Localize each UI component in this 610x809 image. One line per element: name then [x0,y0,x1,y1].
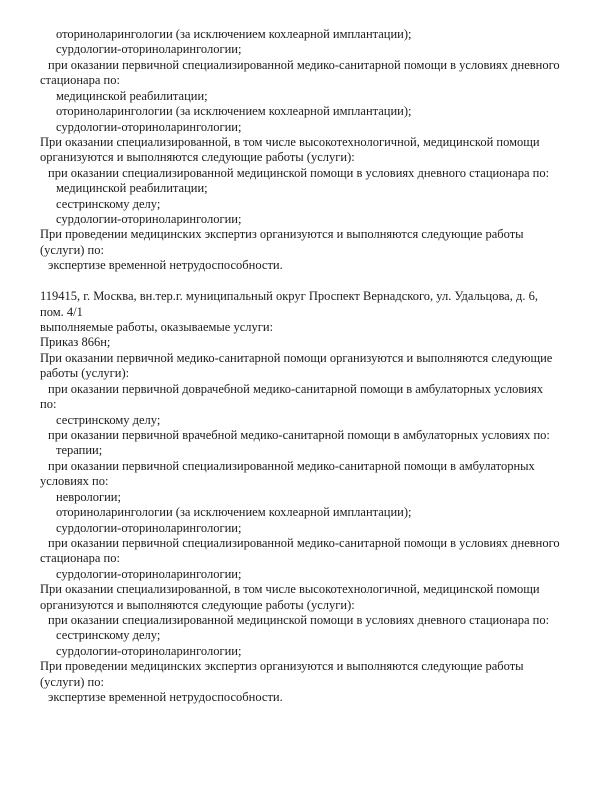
text-line: при оказании специализированной медицинской помощи в условиях дневного стационара по: [48,165,550,180]
text-line: При оказании специализированной, в том числе высокотехнологичной, медицинской помощи [40,582,540,597]
text-line: выполняемые работы, оказываемые услуги: [40,320,274,335]
text-line: неврологии; [56,489,121,504]
text-line: 119415, г. Москва, вн.тер.г. муниципальный округ Проспект Вернадского, ул. Удальцова, д. 6, [40,289,538,304]
text-line: работы (услуги): [40,366,130,381]
text-line: При оказании специализированной, в том числе высокотехнологичной, медицинской помощи [40,134,540,149]
text-line: при оказании первичной специализированной медико-санитарной помощи в условиях дневного [48,57,560,72]
text-line: сурдологии-оториноларингологии; [56,566,242,581]
text-line: (услуги) по: [40,674,104,689]
text-line: сурдологии-оториноларингологии; [56,119,242,134]
text-line: условиях по: [40,474,109,489]
text-line: стационара по: [40,73,120,88]
text-line: при оказании специализированной медицинской помощи в условиях дневного стационара по: [48,613,550,628]
text-line: При проведении медицинских экспертиз организуются и выполняются следующие работы [40,227,524,242]
text-line: по: [40,397,57,412]
text-line: экспертизе временной нетрудоспособности. [48,690,283,705]
text-line: организуются и выполняются следующие работы (услуги): [40,150,355,165]
text-line: оториноларингологии (за исключением кохлеарной имплантации); [56,27,412,41]
text-line: терапии; [56,443,103,458]
license-works-block-1 [40,27,582,274]
text-line: оториноларингологии (за исключением кохлеарной имплантации); [56,104,412,119]
text-line: пом. 4/1 [40,304,83,319]
text-line: сестринскому делу; [56,628,161,643]
license-works-block-2 [40,289,582,705]
text-line: (услуги) по: [40,242,104,257]
text-line: сурдологии-оториноларингологии; [56,520,242,535]
text-line: при оказании первичной доврачебной медико-санитарной помощи в амбулаторных условиях [48,381,543,396]
text-line: сурдологии-оториноларингологии; [56,643,242,658]
text-line: сурдологии-оториноларингологии; [56,212,242,227]
text-line: оториноларингологии (за исключением кохлеарной имплантации); [56,505,412,520]
text-line: организуются и выполняются следующие работы (услуги): [40,597,355,612]
text-line: при оказании первичной специализированной медико-санитарной помощи в условиях дневного [48,535,560,550]
text-line: При проведении медицинских экспертиз организуются и выполняются следующие работы [40,659,524,674]
text-line: при оказании первичной врачебной медико-санитарной помощи в амбулаторных условиях по: [48,427,550,442]
text-line: при оказании первичной специализированной медико-санитарной помощи в амбулаторных [48,458,535,473]
text-line: экспертизе временной нетрудоспособности. [48,258,283,273]
text-line: Приказ 866н; [40,335,111,350]
text-line: При оказании первичной медико-санитарной помощи организуются и выполняются следующие [40,350,553,365]
text-line: сестринскому делу; [56,412,161,427]
text-line: медицинской реабилитации; [56,88,208,103]
text-line: стационара по: [40,551,120,566]
text-line: медицинской реабилитации; [56,181,208,196]
text-line: сурдологии-оториноларингологии; [56,42,242,57]
text-line: сестринскому делу; [56,196,161,211]
